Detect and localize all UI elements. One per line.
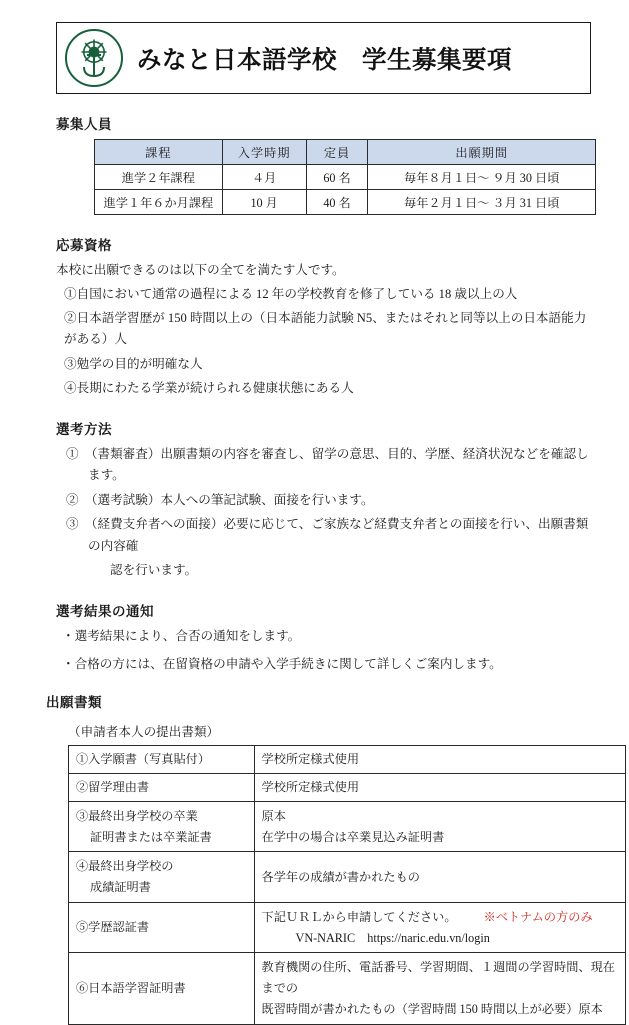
- selection-item-3: ③ （経費支弁者への面接）必要に応じて、ご家族など経費支弁者との面接を行い、出願書類の内容確: [66, 517, 589, 553]
- document-name-line2: 成績証明書: [90, 880, 151, 895]
- document-name-line1: ④最終出身学校の: [76, 859, 174, 874]
- cell-capacity: 40 名: [306, 190, 368, 215]
- section-heading-notification: 選考結果の通知: [56, 604, 154, 620]
- eligibility-item-3: ③勉学の目的が明確な人: [64, 356, 203, 371]
- document-detail-line1: 教育機関の住所、電話番号、学習期間、１週間の学習時間、現在までの: [261, 960, 615, 996]
- document-detail: [254, 801, 625, 851]
- notification-item-2: ・合格の方には、在留資格の申請や入学手続きに関して詳しくご案内します。: [62, 656, 502, 671]
- section-heading-eligibility: 応募資格: [56, 238, 112, 253]
- table-row: [69, 953, 626, 1024]
- column-header-capacity: 定員: [306, 140, 368, 165]
- recruitment-table: [94, 139, 596, 215]
- table-row: [69, 746, 626, 774]
- document-name: [69, 852, 255, 902]
- section-heading-recruitment: 募集人員: [56, 117, 112, 132]
- document-name: [69, 801, 255, 851]
- document-name: ①入学願書（写真貼付）: [69, 746, 255, 774]
- document-detail: [254, 953, 625, 1024]
- school-logo: [65, 29, 123, 87]
- table-row: [95, 165, 596, 190]
- selection-item-1: ① （書類審査）出願書類の内容を審査し、留学の意思、目的、学歴、経済状況などを確認します。: [66, 446, 589, 483]
- table-row: [69, 774, 626, 802]
- column-header-application-period: 出願期間: [368, 140, 596, 165]
- vietnam-only-note: ※ベトナムの方のみ: [483, 909, 593, 924]
- cell-entry-time: ４月: [222, 165, 306, 190]
- eligibility-item-1: ①自国において通常の過程による 12 年の学校教育を修了している 18 歳以上の人: [64, 287, 518, 302]
- table-row: [69, 801, 626, 851]
- document-detail: 学校所定様式使用: [254, 746, 625, 774]
- document-detail-line1: 原本: [261, 808, 286, 823]
- eligibility-item-4: ④長期にわたる学業が続けられる健康状態にある人: [64, 380, 354, 395]
- document-name-line2: 証明書または卒業証書: [90, 829, 212, 844]
- anchor-ship-wheel-logo-icon: [72, 36, 116, 80]
- document-detail: 学校所定様式使用: [254, 774, 625, 802]
- document-name: ②留学理由書: [69, 774, 255, 802]
- cell-capacity: 60 名: [306, 165, 368, 190]
- document-name: ⑤学歴認証書: [69, 902, 255, 952]
- notification-item-1: ・選考結果により、合否の通知をします。: [62, 629, 301, 644]
- table-row: [69, 902, 626, 952]
- section-heading-selection: 選考方法: [56, 421, 112, 437]
- cell-course: 進学２年課程: [95, 165, 223, 190]
- document-detail-line2: 既習時間が書かれたもの（学習時間 150 時間以上が必要）原本: [261, 1001, 603, 1016]
- document-detail-line2: 在学中の場合は卒業見込み証明書: [261, 829, 445, 844]
- eligibility-intro: 本校に出願できるのは以下の全てを満たす人です。: [56, 263, 345, 277]
- documents-subheading: （申請者本人の提出書類）: [68, 725, 220, 740]
- column-header-entry-time: 入学時期: [222, 140, 306, 165]
- page-title: みなと日本語学校 学生募集要項: [137, 46, 512, 74]
- cell-application-period: 毎年２月１日～ ３月 31 日頃: [368, 190, 596, 215]
- table-header-row: [95, 140, 596, 165]
- cell-application-period: 毎年８月１日～ ９月 30 日頃: [368, 165, 596, 190]
- eligibility-item-2: ②日本語学習歴が 150 時間以上の（日本語能力試験 N5、またはそれと同等以上の日本語能力がある）人: [64, 311, 587, 347]
- document-name-line1: ③最終出身学校の卒業: [76, 808, 198, 823]
- cell-entry-time: 10 月: [222, 190, 306, 215]
- document-detail-line1: 下記ＵＲＬから申請してください。: [261, 909, 457, 924]
- column-header-course: 課程: [95, 140, 223, 165]
- table-row: [69, 852, 626, 902]
- naric-url-line: VN-NARIC https://naric.edu.vn/login: [295, 930, 490, 945]
- table-row: [95, 190, 596, 215]
- documents-table: [68, 745, 626, 1024]
- document-detail: 各学年の成績が書かれたもの: [254, 852, 625, 902]
- document-header: [56, 22, 591, 94]
- document-name: ⑥日本語学習証明書: [69, 953, 255, 1024]
- document-detail: [254, 902, 625, 952]
- cell-course: 進学１年６か月課程: [95, 190, 223, 215]
- selection-item-3-continued: 認を行います。: [110, 562, 198, 577]
- section-heading-documents: 出願書類: [46, 695, 102, 711]
- selection-item-2: ② （選考試験）本人への筆記試験、面接を行います。: [66, 492, 374, 507]
